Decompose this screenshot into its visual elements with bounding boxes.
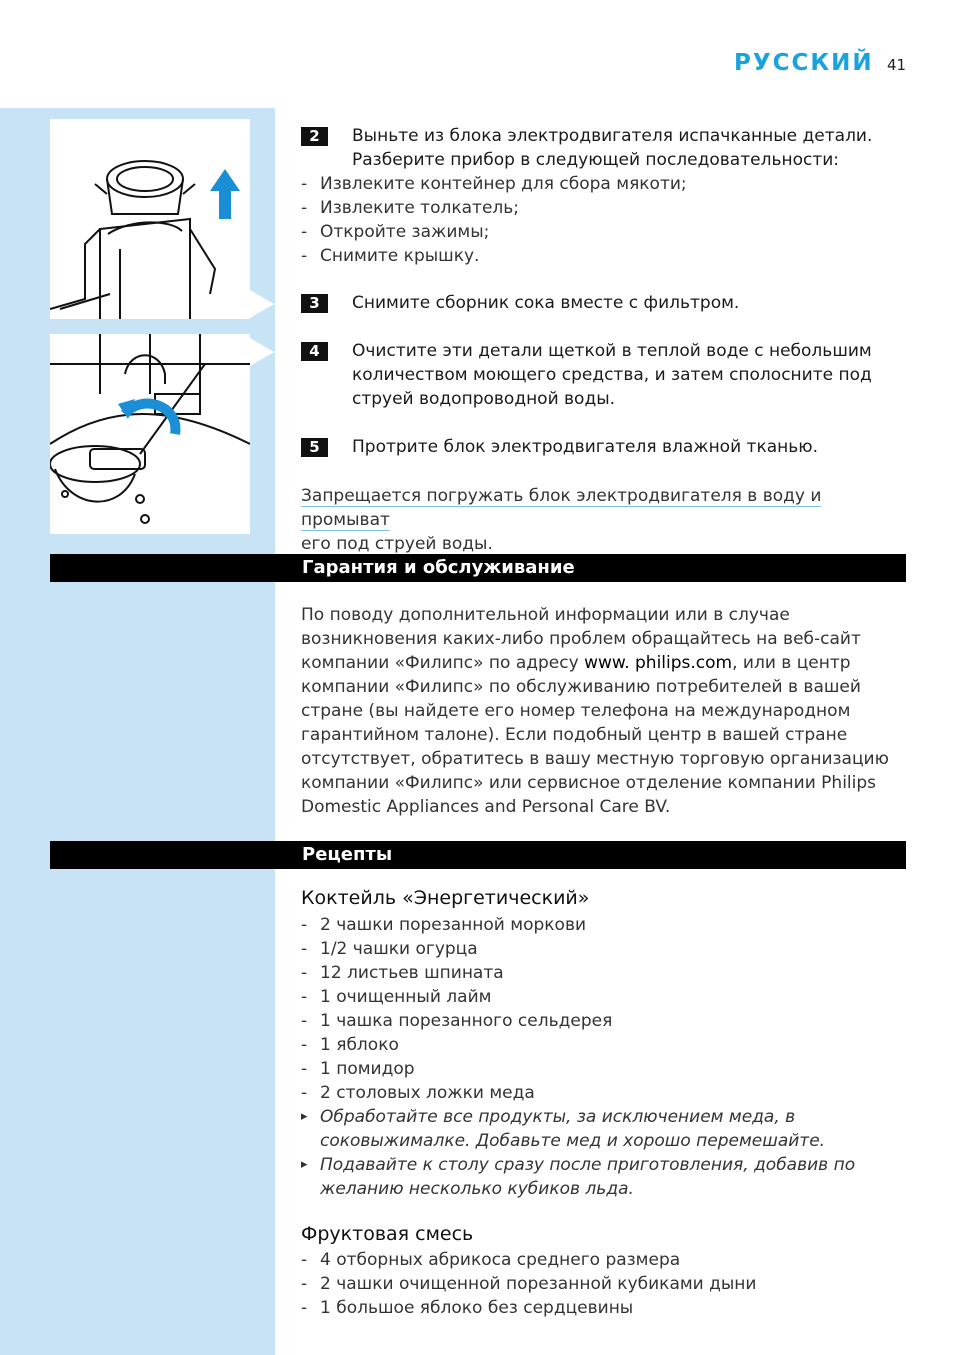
recipe-title-fruit: Фруктовая смесь <box>301 1223 474 1245</box>
juicer-disassembly-illustration <box>50 119 250 319</box>
step-text: Снимите сборник сока вместе с фильтром. <box>352 293 740 313</box>
list-item: - 1 чашка порезанного сельдерея <box>301 1009 855 1033</box>
list-item: - 1 яблоко <box>301 1033 855 1057</box>
step-text: Выньте из блока электродвигателя испачканные детали. Разберите прибор в следующей последовательности: <box>352 126 873 170</box>
step-4 <box>301 339 901 411</box>
fruit-ingredients <box>301 1248 756 1320</box>
step-text: Протрите блок электродвигателя влажной тканью. <box>352 437 818 457</box>
instruction-item <box>301 1105 855 1153</box>
list-item: - 2 чашки порезанной моркови <box>301 913 855 937</box>
list-item: - 1 помидор <box>301 1057 855 1081</box>
guarantee-paragraph <box>301 603 901 819</box>
instruction-line: Обработайте все продукты, за исключением меда, в <box>320 1107 796 1127</box>
instruction-line: Подавайте к столу сразу после приготовления, добавив по <box>320 1155 856 1175</box>
list-item: - 2 столовых ложки меда <box>301 1081 855 1105</box>
language-header: РУССКИЙ <box>734 50 874 76</box>
cocktail-ingredients <box>301 913 855 1201</box>
list-item: - 4 отборных абрикоса среднего размера <box>301 1248 756 1272</box>
step-number: 2 <box>301 127 328 146</box>
warning-note <box>301 484 901 556</box>
section-heading: Рецепты <box>302 844 393 865</box>
guarantee-text: , или в центр компании «Филипс» по обслуживанию потребителей в вашей стране (вы найдете его номер телефона на международном гарантийном талоне). Если подобный центр в вашей стране отсутствует, обратитесь в вашу местную торговую организацию компании «Филипс» или сервисное отделение компании Philips Domestic Appliances and Personal Care BV. <box>301 653 889 817</box>
section-heading: Гарантия и обслуживание <box>302 557 575 578</box>
recipe-title-cocktail: Коктейль «Энергетический» <box>301 887 590 909</box>
instruction-item <box>301 1153 855 1201</box>
warning-line: Запрещается погружать блок электродвигателя в воду и промыват <box>301 486 822 530</box>
step-5 <box>301 435 901 459</box>
list-item: - 1 большое яблоко без сердцевины <box>301 1296 756 1320</box>
list-item: - 1 очищенный лайм <box>301 985 855 1009</box>
warning-line: его под струей воды. <box>301 534 493 554</box>
step-number: 5 <box>301 438 328 457</box>
list-item: - 1/2 чашки огурца <box>301 937 855 961</box>
page-number: 41 <box>887 56 907 74</box>
brush-cleaning-illustration <box>50 334 250 534</box>
list-item: - Извлеките толкатель; <box>301 196 687 220</box>
step-number: 3 <box>301 294 328 313</box>
guarantee-text: По поводу дополнительной информации или в случае возникновения каких-либо проблем обращайтесь на веб-сайт компании «Филипс» по адресу <box>301 605 861 673</box>
instruction-line: желанию несколько кубиков льда. <box>320 1179 634 1199</box>
step-3 <box>301 291 901 315</box>
list-item: - Откройте зажимы; <box>301 220 687 244</box>
disassembly-list <box>301 172 687 268</box>
illustration-pointer <box>250 290 274 318</box>
philips-url: www. philips.com <box>584 653 733 673</box>
illustration-pointer <box>250 338 274 366</box>
list-item: - 2 чашки очищенной порезанной кубиками дыни <box>301 1272 756 1296</box>
list-item: - Снимите крышку. <box>301 244 687 268</box>
list-item: - 12 листьев шпината <box>301 961 855 985</box>
section-bar-guarantee <box>50 554 906 582</box>
section-bar-recipes <box>50 841 906 869</box>
step-2 <box>301 124 901 172</box>
instruction-line: соковыжималке. Добавьте мед и хорошо перемешайте. <box>320 1131 826 1151</box>
step-text: Очистите эти детали щеткой в теплой воде с небольшим количеством моющего средства, и затем сполосните под струей водопроводной воды. <box>352 341 872 409</box>
list-item: - Извлеките контейнер для сбора мякоти; <box>301 172 687 196</box>
step-number: 4 <box>301 342 328 361</box>
